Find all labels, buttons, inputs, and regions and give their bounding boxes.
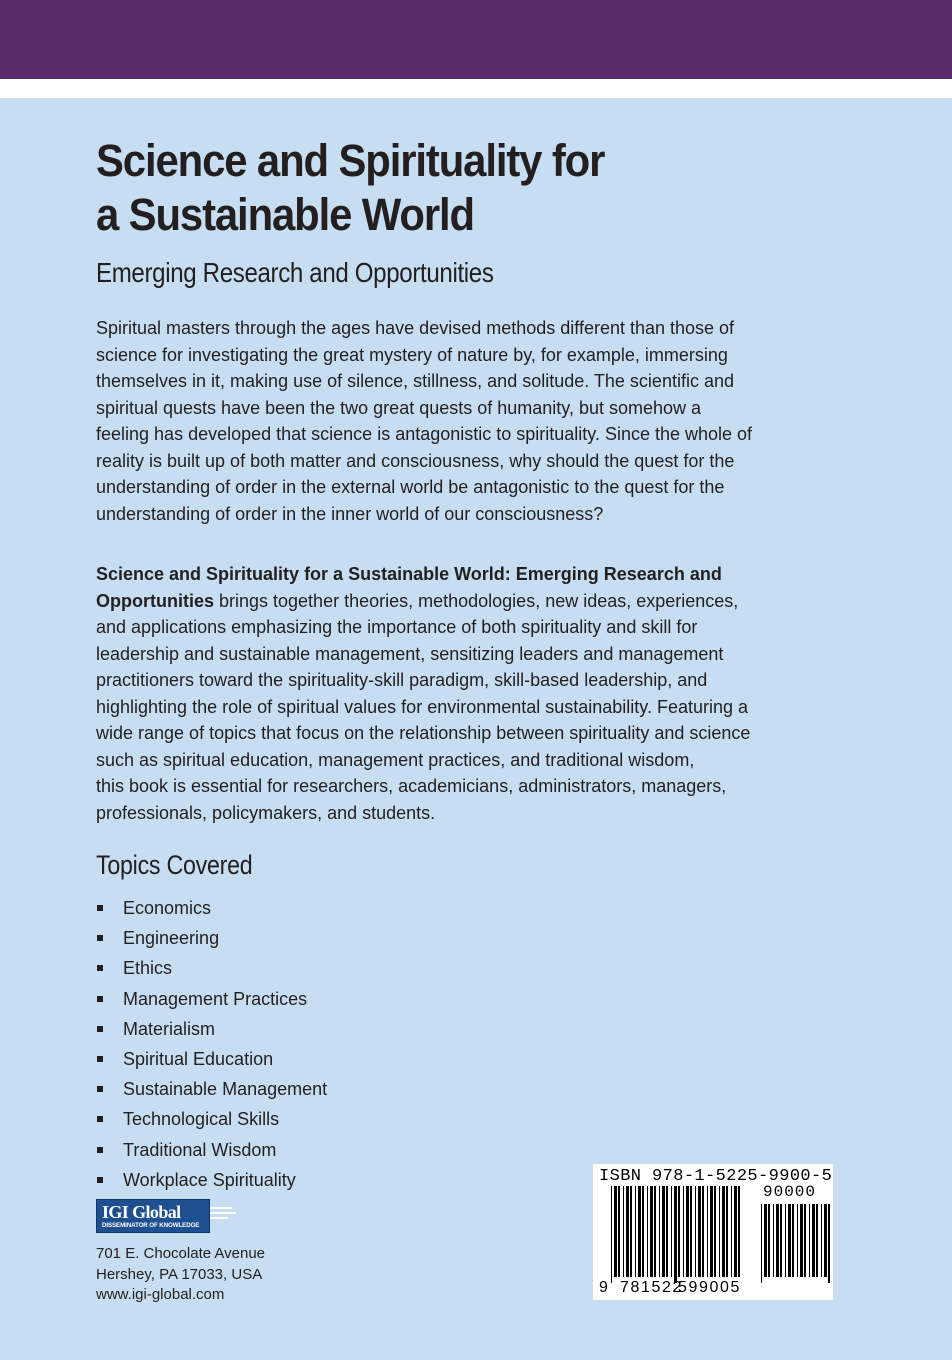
square-bullet-icon bbox=[97, 1026, 103, 1032]
topics-heading: Topics Covered bbox=[96, 850, 253, 880]
square-bullet-icon bbox=[97, 905, 103, 911]
barcode-bar bbox=[824, 1204, 827, 1277]
topics-list bbox=[96, 893, 327, 1195]
barcode-bar bbox=[690, 1186, 692, 1277]
barcode-bar bbox=[797, 1204, 798, 1277]
logo-name: IGI Global bbox=[102, 1202, 181, 1222]
paragraph-line: leadership and sustainable management, sensitizing leaders and management bbox=[96, 643, 724, 664]
barcode-bar bbox=[773, 1204, 774, 1277]
barcode-bar bbox=[738, 1186, 740, 1277]
barcode-bar bbox=[674, 1186, 677, 1283]
square-bullet-icon bbox=[97, 996, 103, 1002]
list-item bbox=[96, 1014, 327, 1044]
barcode-bar bbox=[647, 1186, 648, 1277]
barcode-bar bbox=[702, 1186, 704, 1277]
list-item bbox=[96, 1165, 327, 1195]
paragraph-line: highlighting the role of spiritual values for environmental sustainability. Featuring a bbox=[96, 696, 749, 717]
barcode-bar bbox=[804, 1204, 806, 1277]
barcode-bar bbox=[710, 1186, 713, 1277]
barcode-bar bbox=[642, 1186, 644, 1277]
address-street: 701 E. Chocolate Avenue bbox=[96, 1245, 266, 1262]
barcode-bar bbox=[764, 1204, 767, 1277]
barcode-bar bbox=[788, 1204, 791, 1277]
paragraph-line: spiritual quests have been the two great quests of humanity, but somehow a bbox=[96, 397, 702, 418]
paragraph-line: Spiritual masters through the ages have devised methods different than those of bbox=[96, 318, 735, 338]
barcode-bar bbox=[650, 1186, 653, 1277]
paragraph-line: themselves in it, making use of silence, stillness, and solitude. The scientific and bbox=[96, 371, 734, 391]
barcode-bar bbox=[816, 1204, 818, 1277]
paragraph-text: brings together theories, methodologies, new ideas, experiences, bbox=[214, 590, 739, 611]
list-item bbox=[96, 984, 327, 1014]
square-bullet-icon bbox=[97, 1116, 103, 1122]
paragraph-line: practitioners toward the spirituality-skill paradigm, skill-based leadership, and bbox=[96, 670, 708, 690]
square-bullet-icon bbox=[97, 1086, 103, 1092]
barcode-bar bbox=[666, 1186, 668, 1277]
barcode-bar bbox=[686, 1186, 689, 1277]
list-item bbox=[96, 1135, 327, 1165]
publisher-website: www.igi-global.com bbox=[96, 1286, 225, 1303]
list-item bbox=[96, 1074, 327, 1104]
logo-box bbox=[96, 1199, 210, 1233]
barcode-bar bbox=[695, 1186, 696, 1277]
topic-label: Engineering bbox=[123, 928, 220, 949]
barcode-bar bbox=[800, 1204, 803, 1277]
paragraph-line: wide range of topics that focus on the relationship between spirituality and science bbox=[96, 723, 751, 743]
barcode-bar bbox=[812, 1204, 815, 1277]
barcode-bar bbox=[671, 1186, 672, 1277]
barcode-bar bbox=[768, 1204, 770, 1277]
barcode-bar bbox=[809, 1204, 810, 1277]
list-item bbox=[96, 1044, 327, 1074]
paragraph-line: and applications emphasizing the importance of both spirituality and skill for bbox=[96, 617, 698, 637]
barcode-bar bbox=[719, 1186, 720, 1277]
topic-label: Management Practices bbox=[123, 988, 308, 1009]
ean-first-digit: 9 bbox=[599, 1279, 610, 1296]
square-bullet-icon bbox=[97, 1177, 103, 1183]
price-code: 90000 bbox=[763, 1183, 817, 1201]
barcode-bar bbox=[731, 1186, 732, 1277]
paragraph-line: science for investigating the great mystery of nature by, for example, immersing bbox=[96, 344, 728, 365]
topic-label: Ethics bbox=[123, 958, 173, 979]
barcode-bar bbox=[618, 1186, 620, 1277]
barcode-bar bbox=[785, 1204, 786, 1277]
logo-speed-lines-icon bbox=[210, 1207, 236, 1225]
barcode-bar bbox=[726, 1186, 728, 1277]
barcode-bar bbox=[761, 1204, 762, 1283]
barcode-bar bbox=[828, 1204, 830, 1283]
title-line-2: a Sustainable World bbox=[96, 189, 475, 240]
barcode-bar bbox=[722, 1186, 725, 1277]
barcode-bar bbox=[792, 1204, 794, 1277]
barcode-bar bbox=[678, 1186, 680, 1277]
topic-label: Traditional Wisdom bbox=[123, 1139, 277, 1160]
list-item bbox=[96, 1104, 327, 1134]
topic-label: Spiritual Education bbox=[123, 1049, 274, 1070]
title-line-1: Science and Spirituality for bbox=[96, 135, 605, 186]
paragraph-line: reality is built up of both matter and consciousness, why should the quest for the bbox=[96, 450, 735, 471]
barcode-bar bbox=[623, 1186, 624, 1277]
barcode-bar bbox=[659, 1186, 660, 1277]
paragraph-line bbox=[96, 588, 796, 615]
bold-book-title-end: Opportunities bbox=[96, 590, 214, 611]
paragraph-line: this book is essential for researchers, academicians, administrators, managers, bbox=[96, 776, 727, 796]
ean-left-group: 781522 bbox=[620, 1279, 683, 1296]
topic-label: Technological Skills bbox=[123, 1109, 280, 1130]
barcode-bar bbox=[614, 1186, 617, 1277]
barcode-bar bbox=[698, 1186, 701, 1277]
paragraph-line: feeling has developed that science is antagonistic to spirituality. Since the whole of bbox=[96, 424, 753, 444]
topic-label: Materialism bbox=[123, 1018, 216, 1039]
ean-right-group: 599005 bbox=[678, 1279, 741, 1296]
square-bullet-icon bbox=[97, 965, 103, 971]
barcode-bar bbox=[630, 1186, 632, 1277]
paragraph-line: such as spiritual education, management practices, and traditional wisdom, bbox=[96, 749, 695, 770]
square-bullet-icon bbox=[97, 1056, 103, 1062]
barcode-bar bbox=[654, 1186, 656, 1277]
barcode-bar bbox=[683, 1186, 684, 1277]
barcode-bar bbox=[626, 1186, 629, 1277]
barcode-bar bbox=[635, 1186, 636, 1277]
paragraph-line: understanding of order in the inner world of our consciousness? bbox=[96, 503, 604, 524]
topic-label: Economics bbox=[123, 898, 212, 919]
barcode-panel bbox=[593, 1164, 833, 1300]
barcode-bar bbox=[734, 1186, 737, 1277]
description-paragraph-1 bbox=[96, 315, 796, 527]
isbn-number: ISBN 978-1-5225-9900-5 bbox=[599, 1167, 833, 1186]
address-city: Hershey, PA 17033, USA bbox=[96, 1265, 263, 1283]
barcode-bar bbox=[707, 1186, 708, 1277]
list-item bbox=[96, 953, 327, 983]
barcode-bar bbox=[662, 1186, 665, 1277]
book-title bbox=[96, 134, 803, 242]
description-paragraph-2 bbox=[96, 561, 796, 826]
paragraph-line: understanding of order in the external world be antagonistic to the quest for the bbox=[96, 477, 725, 497]
barcode-bar bbox=[821, 1204, 822, 1277]
topic-label: Sustainable Management bbox=[123, 1079, 328, 1100]
barcode-bar bbox=[714, 1186, 716, 1277]
barcode-bar bbox=[611, 1186, 612, 1283]
top-white-stripe bbox=[0, 79, 952, 98]
barcode-bar bbox=[780, 1204, 782, 1277]
top-color-band bbox=[0, 0, 952, 79]
barcode-bar bbox=[776, 1204, 779, 1277]
list-item bbox=[96, 893, 327, 923]
igi-global-logo bbox=[96, 1199, 238, 1233]
paragraph-line: professionals, policymakers, and students. bbox=[96, 802, 436, 823]
square-bullet-icon bbox=[97, 1147, 103, 1153]
topic-label: Workplace Spirituality bbox=[123, 1169, 296, 1190]
list-item bbox=[96, 923, 327, 953]
square-bullet-icon bbox=[97, 935, 103, 941]
barcode-bar bbox=[638, 1186, 641, 1277]
bold-book-title: Science and Spirituality for a Sustainable World: Emerging Research and bbox=[96, 564, 722, 584]
logo-tagline: DISSEMINATOR OF KNOWLEDGE bbox=[102, 1222, 200, 1229]
book-subtitle: Emerging Research and Opportunities bbox=[96, 257, 494, 288]
publisher-address bbox=[96, 1244, 265, 1306]
paragraph-line bbox=[96, 561, 796, 588]
